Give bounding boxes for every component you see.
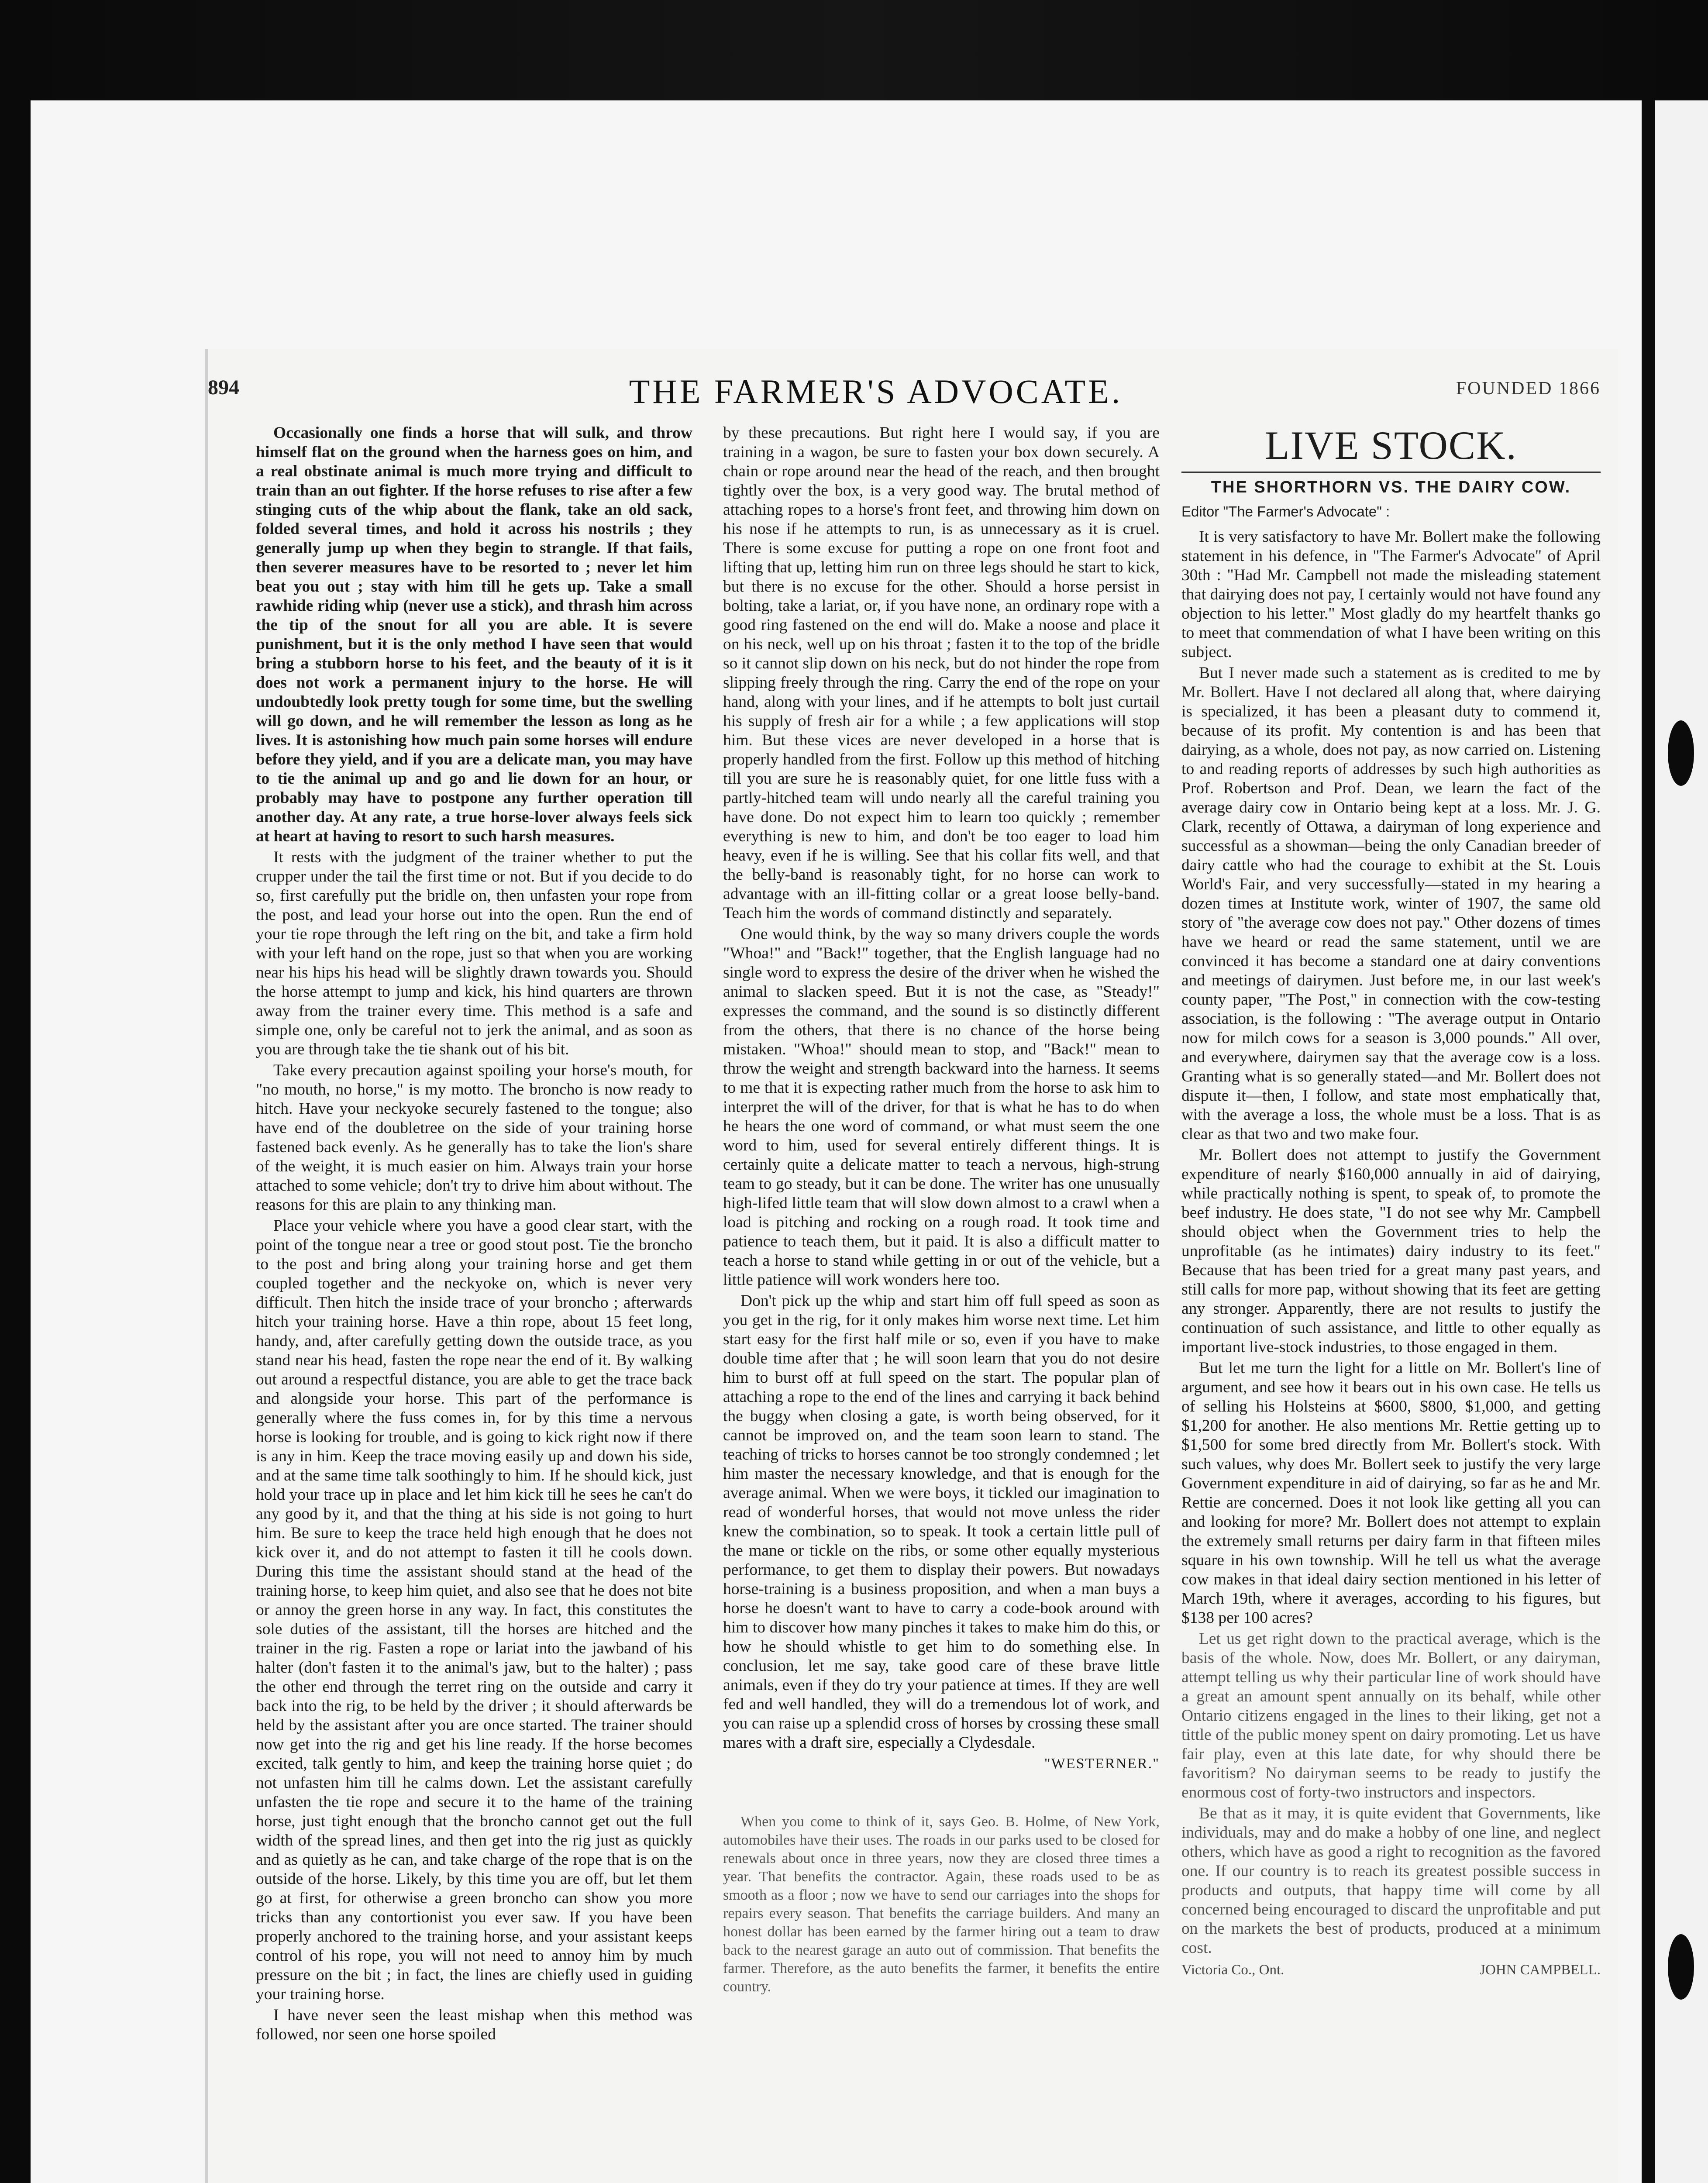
paragraph: Let us get right down to the practical average, which is the basis of the whole. Now, does Mr. Bollert, or any dairyman, attempt telling us why their particular line of work should have a great an amount spent annually on its behalf, while other Ontario citizens engaged in the lines to their liking, get not a tittle of the public money spent on dairy promoting. Let us have fair play, even at this late date, for why should there be favoritism? No dairyman seems to be ready to justify the enormous cost of forty-two instructors and inspectors. <box>1181 1630 1601 1801</box>
paragraph: Don't pick up the whip and start him off full speed as soon as you get in the rig, for it only makes him worse next time. Let him start easy for the first half mile or so, even if you have to make double time after that ; he will soon learn that you do not desire him to burst off at full speed on the start. The popular plan of attaching a rope to the end of the lines and carrying it back behind the buggy when closing a gate, is worth being observed, for it cannot be improved on, and the team soon learn to stand. The teaching of tricks to horses cannot be too strongly condemned ; let him master the necessary knowledge, and that is enough for the average animal. When we were boys, it tickled our imagination to read of wonderful horses, that would not move unless the rider knew the combination, so to speak. It took a certain little pull of the mane or tickle on the ribs, or some other equally mysterious performance, to get them to display their powers. But nowadays horse-training is a business proposition, and when a man buys a horse he doesn't want to have to carry a code-book around with him to discover how many pinches it takes to make him do this, or how he should whistle to get him to do something else. In conclusion, let me say, take good care of these brave little animals, even if they do try your patience at times. If they are well fed and well handled, they will do a tremendous lot of work, and you can raise up a splendid cross of horses by crossing these small mares with a draft sire, especially a Clydesdale. <box>723 1292 1160 1752</box>
paragraph: I have never seen the least mishap when this method was followed, nor seen one horse spoiled <box>256 2006 692 2043</box>
article-title: THE SHORTHORN VS. THE DAIRY COW. <box>1211 478 1571 496</box>
author-signature: "WESTERNER." <box>1044 1756 1160 1772</box>
adjacent-page-strip <box>1655 100 1708 2183</box>
newspaper-page <box>205 349 1618 2183</box>
section-title: LIVE STOCK. <box>1265 423 1517 468</box>
page-number: 894 <box>208 376 239 399</box>
column-horse-training <box>256 424 692 2183</box>
bold-lead-text: Occasionally one finds a horse that will sulk, and throw himself flat on the ground when the harness goes on him, and a real obstinate animal is much more trying and difficult to train than an out fighter. If the horse refuses to rise after a few stinging cuts of the whip about the flank, take an old sack, folded several times, and hold it across his nostrils ; they generally jump up when they begin to strangle. If that fails, then severer measures have to be resorted to ; never let him beat you out ; stay with him till he gets up. Take a small rawhide riding whip (never use a stick), and thrash him across the tip of the snout for all you are able. It is severe punishment, but it is the only method I have seen that would bring a stubborn horse to his feet, and the beauty of it is it does not work a permanent injury to the horse. He will undoubtedly look pretty tough for some time, but the swelling will go down, and he will remember the lesson as long as he lives. It is astonishing how much pain some horses will endure before they yield, and if you are a delicate man, you may have to tie the animal up and go and lie down for an hour, or probably may have to postpone any further operation till another day. At any rate, a true horse-lover always feels sick at heart at having to resort to such harsh measures. <box>256 424 692 845</box>
editor-salutation: Editor "The Farmer's Advocate" : <box>1181 503 1390 520</box>
column-live-stock <box>1181 424 1601 2183</box>
paragraph: Place your vehicle where you have a good clear start, with the point of the tongue near a tree or good stout post. Tie the broncho to the post and bring along your training horse and get them coupled together and the neckyoke on, which is never very difficult. Then hitch the inside trace of your broncho ; afterwards hitch your training horse. Have a thin rope, about 15 feet long, handy, and, after carefully getting down the outside trace, as you stand near his head, fasten the rope near the end of it. By walking out around a respectful distance, you are able to get the trace back and alongside your horse. This part of the performance is generally where the fuss comes in, for by this time a nervous horse is looking for trouble, and is going to kick right now if there is any in him. Keep the trace moving easily up and down his side, and at the same time talk soothingly to him. If he should kick, just hold your trace up in place and let him kick till he sees he can't do any good by it, and that the thing at his side is not going to hurt him. Be sure to keep the trace held high enough that he does not kick over it, and do not attempt to fasten it till he cools down. During this time the assistant should stand at the head of the training horse, to keep him quiet, and also see that he does not bite or annoy the green horse in any way. In fact, this constitutes the sole duties of the assistant, till the horses are hitched and the trainer in the rig. Fasten a rope or lariat into the jawband of his halter (don't fasten it to the animal's jaw, but to the halter) ; pass the other end through the terret ring on the outside and carry it back into the rig, to be held by the driver ; it should afterwards be held by the assistant after you are once started. The trainer should now get into the rig and get his line ready. If the horse becomes excited, talk gently to him, and keep the training horse quiet ; do not unfasten him till he calms down. Let the assistant carefully unfasten the tie rope and secure it to the hame of the training horse, just tight enough that the broncho cannot get out the full width of the spread lines, and then get into the rig just as quickly and as quietly as he can, and take charge of the rope that is on the outside of the horse. Likely, by this time you are off, but let them go at first, for otherwise a green broncho can show you more tricks than any contortionist you ever saw. If you have been properly anchored to the training horse, and your assistant keeps control of his rope, you will not need to annoy him by much pressure on the bit ; in fact, the lines are chiefly used in guiding your training horse. <box>256 1217 692 2003</box>
paragraph: It is very satisfactory to have Mr. Bollert make the following statement in his defence, in "The Farmer's Advocate" of April 30th : "Had Mr. Campbell not made the misleading statement that dairying does not pay, I certainly would not have found any objection to his letter." Most gladly do my heartfelt thanks go to meet that commendation of what I have been writing on this subject. <box>1181 528 1601 661</box>
section-rule <box>1181 472 1601 473</box>
masthead: THE FARMER'S ADVOCATE. <box>629 372 1123 410</box>
founded-line: FOUNDED 1866 <box>1456 379 1601 399</box>
paragraph: Be that as it may, it is quite evident that Governments, like individuals, may and do make a hobby of one line, and neglect others, which have as good a right to recognition as the favored one. If our country is to reach its greatest possible success in products and outputs, that happy time will come by all concerned being encouraged to discard the unprofitable and put on the markets the best of products, produced at a minimum cost. <box>1181 1804 1601 1957</box>
page-header <box>208 372 1618 410</box>
paragraph: by these precautions. But right here I would say, if you are training in a wagon, be sure to fasten your box down securely. A chain or rope around near the head of the reach, and then brought tightly over the box, is a very good way. The brutal method of attaching ropes to a horse's front feet, and throwing him down on his nose if he attempts to run, is as unnecessary as it is cruel. There is some excuse for putting a rope on one front foot and lifting that up, letting him run on three legs should he start to kick, but there is no excuse for the other. Should a horse persist in bolting, take a lariat, or, if you have none, an ordinary rope with a good ring fastened on the end will do. Make a noose and place it on his neck, well up on his throat ; fasten it to the top of the bridle so it cannot slip down on his neck, but do not hinder the rope from slipping freely through the ring. Carry the end of the rope on your hand, along with your lines, and if he attempts to bolt just curtail his supply of fresh air for a while ; a few applications will stop him. But these vices are never developed in a horse that is properly handled from the first. Follow up this method of hitching till you are sure he is reasonably quiet, for one little fuss with a partly-hitched team will undo nearly all the careful training you have done. Do not expect him to learn too quickly ; remember everything is new to him, and don't be too eager to load him heavy, even if he is willing. See that his collar fits well, and that the belly-band is reasonably tight, for no horse can work to advantage with an ill-fitting collar or a great loose belly-band. Teach him the words of command distinctly and separately. <box>723 424 1160 922</box>
paragraph: When you come to think of it, says Geo. B. Holme, of New York, automobiles have their uses. The roads in our parks used to be closed for renewals about once in three years, now they are closed three times a year. That benefits the contractor. Again, these roads used to be as smooth as a floor ; now we have to send our carriages into the shops for repairs every season. That benefits the carriage builders. And many an honest dollar has been earned by the farmer hiring out a team to draw back to the nearest garage an auto out of commission. That benefits the farmer. Therefore, as the auto benefits the farmer, it benefits the entire country. <box>723 1814 1160 1995</box>
paragraph: It rests with the judgment of the trainer whether to put the crupper under the tail the first time or not. But if you decide to do so, first carefully put the bridle on, then unfasten your rope from the post, and lead your horse out into the open. Run the end of your tie rope through the left ring on the bit, and take a firm hold with your left hand on the rope, just so that when you are working near his hips his head will be slightly drawn towards you. Should the horse attempt to jump and kick, his hind quarters are thrown away from the trainer every time. This method is a safe and simple one, only be careful not to jerk the animal, and as soon as you are through take the tie shank out of his bit. <box>256 848 692 1058</box>
short-item-automobiles <box>723 1813 1160 1996</box>
paragraph <box>256 424 692 846</box>
paragraph: One would think, by the way so many drivers couple the words "Whoa!" and "Back!" together, that the English language had no single word to express the desire of the driver when he wished the animal to slacken speed. But it is not the case, as "Steady!" expresses the command, and the sound is so distinctly different from the others, that there is no chance of the horse being mistaken. "Whoa!" should mean to stop, and "Back!" mean to throw the weight and strength backward into the harness. It seems to me that it is expecting rather much from the horse to ask him to interpret the will of the driver, for that is what he has to do when he hears the one word of command, or what must seem the one word to him, used for several entirely different things. It is certainly quite a delicate matter to teach a nervous, high-strung team to go steady, but it can be done. The writer has one unusually high-lifed little team that will slow down almost to a crawl when a load is pitching and rocking on a rough road. It took time and patience to teach them, but it paid. It is also a difficult matter to teach a horse to stand while getting in or out of the vehicle, but a little patience will work wonders here too. <box>723 925 1160 1289</box>
binding-hole <box>1668 720 1694 786</box>
binding-hole <box>1668 1934 1694 2000</box>
letter-signoff <box>1181 1960 1601 1980</box>
signoff-place: Victoria Co., Ont. <box>1181 1962 1284 1978</box>
paragraph: But I never made such a statement as is credited to me by Mr. Bollert. Have I not declared all along that, where dairying is specialized, it has been a pleasant duty to commend it, because of its profit. My contention is and has been that dairying, as a whole, does not pay, as now carried on. Listening to and reading reports of addresses by such high authorities as Prof. Robertson and Prof. Dean, we learn the fact of the average dairy cow in Ontario being kept at a loss. Mr. J. G. Clark, recently of Ottawa, a dairyman of long experience and successful as a showman—being the only Canadian breeder of dairy cattle who had the courage to exhibit at the St. Louis World's Fair, and very successfully—stated in my hearing a dozen times at Institute work, winter of 1907, the same old story of "the average cow does not pay." Other dozens of times have we heard or read the same statement, until we are convinced it has become a standard one at dairy conventions and meetings of dairymen. Just before me, in our last week's county paper, "The Post," in connection with the cow-testing association, is the following : "The average output in Ontario now for milch cows for a season is 3,000 pounds." All over, and everywhere, dairymen say that the average cow is a loss. Granting what is so generally stated—and Mr. Bollert does not dispute it—then, I follow, and state most emphatically that, with the average a loss, the whole must be a loss. That is as clear as that two and two make four. <box>1181 664 1601 1143</box>
paragraph: Mr. Bollert does not attempt to justify the Government expenditure of nearly $160,000 annually in aid of dairying, while practically nothing is spent, to speak of, to promote the beef industry. He does state, "I do not see why Mr. Campbell should object when the Government tries to help the unprofitable (as he intimates) dairy industry to its feet." Because that has been tried for a great many past years, and still calls for more pap, without showing that its feet are getting any stronger. Apparently, there are not results to justify the continuation of such assistance, and little to other equally as important live-stock industries, to those engaged in them. <box>1181 1146 1601 1356</box>
signoff-name: JOHN CAMPBELL. <box>1480 1962 1601 1978</box>
paragraph: But let me turn the light for a little on Mr. Bollert's line of argument, and see how it bears out in his own case. He tells us of selling his Holsteins at $600, $800, $1,000, and getting $1,200 for another. He also mentions Mr. Rettie getting up to $1,500 for some bred directly from Mr. Bollert's stock. With such values, why does Mr. Bollert seek to justify the very large Government expenditure in aid of dairying, so far as he and Mr. Rettie are concerned. Does it not look like getting all you can and looking for more? Mr. Bollert does not attempt to explain the extremely small returns per dairy farm in that fifteen miles square in his own township. Will he tell us what the average cow makes in that ideal dairy section mentioned in his letter of March 19th, where it averages, according to his figures, but $138 per 100 acres? <box>1181 1359 1601 1627</box>
column-horse-training-continued <box>723 424 1160 2183</box>
paragraph: Take every precaution against spoiling your horse's mouth, for "no mouth, no horse," is my motto. The broncho is now ready to hitch. Have your neckyoke securely fastened to the tongue; also have end of the doubletree on the side of your training horse fastened back evenly. As he generally has to take the lion's share of the weight, it is much easier on him. Always train your horse attached to some vehicle; don't try to drive him about without. The reasons for this are plain to any thinking man. <box>256 1061 692 1214</box>
